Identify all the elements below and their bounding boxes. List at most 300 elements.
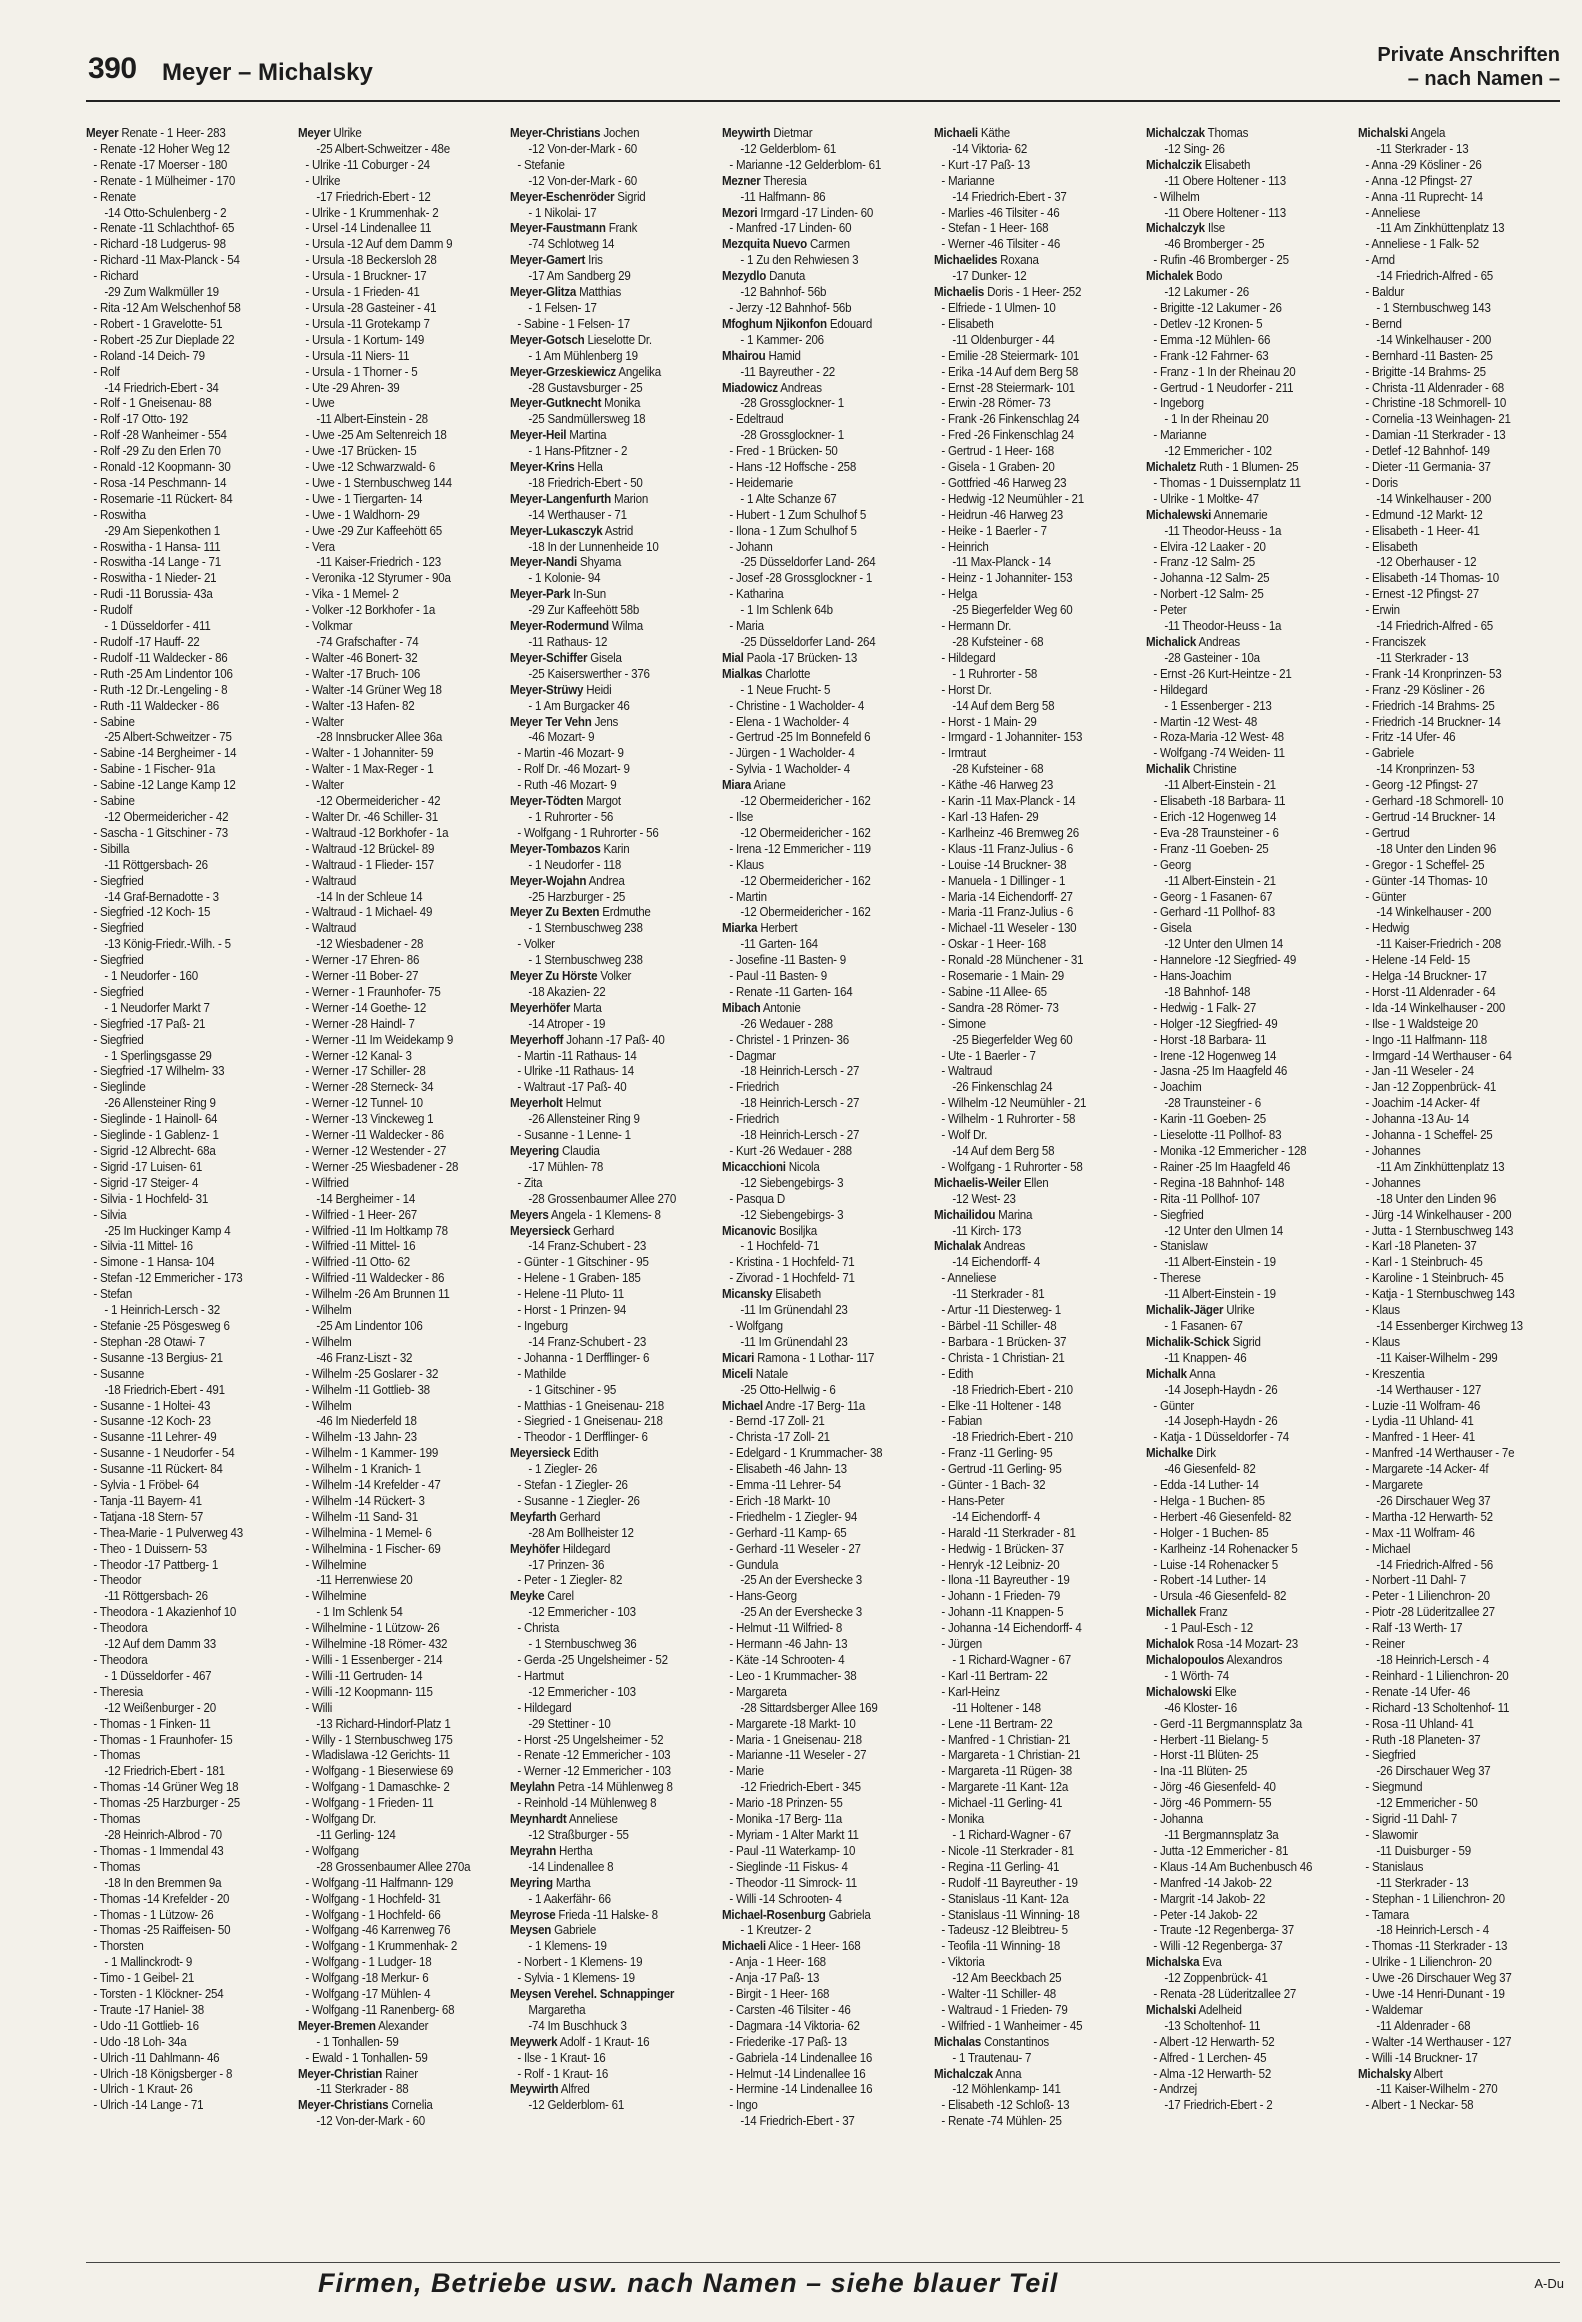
listing-entry: - Ursula - 1 Bruckner- 17 bbox=[305, 269, 427, 284]
listing-entry: - Zivorad - 1 Hochfeld- 71 bbox=[729, 1271, 855, 1286]
listing-entry: - Ronald -28 Münchener - 31 bbox=[941, 953, 1084, 968]
listing-entry: - Wilhelm -14 Krefelder - 47 bbox=[305, 1478, 441, 1493]
listing-detail: Käthe bbox=[980, 126, 1011, 140]
listing-entry: - Franz -11 Goeben- 25 bbox=[1153, 841, 1269, 856]
listing-entry: - Willy - 1 Sternbuschweg 175 bbox=[305, 1732, 453, 1747]
listing-entry: - Martin -12 West- 48 bbox=[1153, 714, 1258, 729]
listing-address-line: -28 Am Bollheister 12 bbox=[528, 1525, 634, 1540]
listing-entry: - Norbert -11 Dahl- 7 bbox=[1365, 1573, 1466, 1588]
listing-entry: - Sieglinde -11 Fiskus- 4 bbox=[729, 1859, 848, 1874]
listing-entry: - Walter - 1 Johanniter- 59 bbox=[305, 746, 434, 761]
listing-entry: - Renate -17 Moerser - 180 bbox=[93, 157, 228, 172]
listing-entry: - Marie bbox=[729, 1764, 764, 1779]
listing-address-line: -14 Auf dem Berg 58 bbox=[952, 1144, 1055, 1158]
listing-entry: - Thorsten bbox=[93, 1939, 144, 1954]
listing-address-line: -26 Wedauer - 288 bbox=[740, 1016, 833, 1031]
listing-surname-entry bbox=[1146, 126, 1332, 142]
listing-entry: - Theodor -17 Pattberg- 1 bbox=[93, 1557, 219, 1572]
listing-address-line: -11 Gerling- 124 bbox=[316, 1827, 396, 1842]
listing-address-line: -11 Im Grünendahl 23 bbox=[740, 1303, 848, 1318]
listing-entry: - Hedwig -12 Neumühler - 21 bbox=[941, 491, 1084, 506]
listing-entry: - Anja -17 Paß- 13 bbox=[729, 1971, 820, 1986]
listing-address-line: -18 Friedrich-Ebert - 491 bbox=[104, 1382, 225, 1397]
listing-detail: Heidi bbox=[586, 682, 612, 697]
surname: Meysen bbox=[510, 1923, 552, 1938]
listing-address-line: -74 Grafschafter - 74 bbox=[316, 635, 419, 649]
listing-address-line: - 1 Kreutzer- 2 bbox=[740, 1923, 812, 1938]
listing-entry: - Christa -11 Aldenrader - 68 bbox=[1365, 380, 1505, 395]
listing-entry: - Regina -11 Gerling- 41 bbox=[941, 1859, 1060, 1874]
listing-surname-entry bbox=[1146, 508, 1332, 524]
listing-entry: - Thomas - 1 Duissernplatz 11 bbox=[1153, 475, 1301, 490]
listing-detail: Jochen bbox=[603, 126, 640, 140]
listing-surname-entry bbox=[510, 2082, 696, 2098]
listing-entry: - Christine -18 Schmorell- 10 bbox=[1365, 396, 1507, 411]
listing-address-line: -28 Heinrich-Albrod - 70 bbox=[104, 1827, 222, 1842]
listing-entry: - Arnd bbox=[1365, 253, 1395, 268]
listing-surname-entry bbox=[722, 174, 908, 190]
surname: Meylahn bbox=[510, 1780, 555, 1795]
listing-detail: Eva bbox=[1202, 1955, 1222, 1970]
listing-entry: - Sabine - 1 Felsen- 17 bbox=[517, 316, 630, 331]
listing-entry: - Günter -14 Thomas- 10 bbox=[1365, 873, 1488, 888]
surname: Meyer-Faustmann bbox=[510, 221, 606, 236]
listing-entry: - Irmgard -14 Werthauser - 64 bbox=[1365, 1048, 1512, 1063]
listing-address-line: -14 Viktoria- 62 bbox=[952, 141, 1028, 156]
listing-entry: - Friedhelm - 1 Ziegler- 94 bbox=[729, 1509, 858, 1524]
listing-entry: - Wilhelmine -18 Römer- 432 bbox=[305, 1637, 448, 1652]
listing-entry: - Monika -12 Emmericher - 128 bbox=[1153, 1144, 1307, 1158]
listing-address-line: - 1 Düsseldorfer - 467 bbox=[104, 1668, 212, 1683]
listing-entry: - Volker bbox=[517, 937, 555, 952]
listing-surname-entry bbox=[510, 794, 696, 810]
listing-entry: - Stefan - 1 Ziegler- 26 bbox=[517, 1478, 628, 1493]
listing-address-line: -26 Allensteiner Ring 9 bbox=[528, 1112, 640, 1127]
listing-entry: - Rudolf -11 Bayreuther - 19 bbox=[941, 1875, 1078, 1890]
listing-detail: Frieda -11 Halske- 8 bbox=[558, 1907, 658, 1922]
surname: Michalczyk bbox=[1146, 221, 1205, 236]
surname: Meyer-Nandi bbox=[510, 555, 578, 570]
listing-entry: - Udo -18 Loh- 34a bbox=[93, 2034, 187, 2049]
listing-address-line: -12 Oberhauser - 12 bbox=[1376, 555, 1477, 570]
listing-entry: - Wolfgang bbox=[305, 1843, 359, 1858]
listing-surname-entry bbox=[510, 2035, 696, 2051]
listing-entry: - Roswitha bbox=[93, 507, 146, 522]
listing-entry: - Marianne bbox=[1153, 428, 1207, 443]
listing-address-line: -12 Obermeidericher - 162 bbox=[740, 825, 871, 840]
listing-entry: - Thomas -25 Raiffeisen- 50 bbox=[93, 1923, 231, 1938]
listing-entry: - Katja - 1 Düsseldorfer - 74 bbox=[1153, 1430, 1290, 1445]
listing-entry: - Albert - 1 Neckar- 58 bbox=[1365, 2098, 1474, 2113]
listing-entry: - Peter bbox=[1153, 603, 1187, 618]
listing-entry: - Susanne - 1 Lenne- 1 bbox=[517, 1128, 631, 1143]
listing-entry: - Rudolf -17 Hauff- 22 bbox=[93, 635, 200, 649]
listing-surname-entry bbox=[1146, 1637, 1332, 1653]
listing-entry: - Therese bbox=[1153, 1271, 1201, 1286]
listing-entry: - Gertrud bbox=[1365, 825, 1410, 840]
listing-address-line: -26 Finkenschlag 24 bbox=[952, 1080, 1053, 1095]
listing-entry: - Alfred - 1 Lerchen- 45 bbox=[1153, 2050, 1267, 2065]
listing-entry: - Wladislawa -12 Gerichts- 11 bbox=[305, 1748, 450, 1763]
listing-entry: - Herbert -11 Bielang- 5 bbox=[1153, 1732, 1269, 1747]
listing-entry: - Werner -11 Waldecker - 86 bbox=[305, 1128, 444, 1143]
listing-entry: - Volker -12 Borkhofer - 1a bbox=[305, 603, 436, 618]
listing-entry: - Thomas bbox=[93, 1812, 141, 1827]
listing-surname-entry bbox=[1358, 2067, 1544, 2083]
surname: Michalski bbox=[1146, 2002, 1197, 2017]
listing-entry: - Heidemarie bbox=[729, 475, 793, 490]
listing-surname-entry bbox=[510, 492, 696, 508]
surname: Meywirth bbox=[722, 126, 771, 140]
listing-surname-entry bbox=[86, 126, 272, 142]
listing-entry: - Werner -12 Kanal- 3 bbox=[305, 1048, 412, 1063]
listing-entry: - Richard -13 Scholtenhof- 11 bbox=[1365, 1700, 1510, 1715]
listing-detail: Marta bbox=[573, 1000, 602, 1015]
listing-entry: - Silvia -11 Mittel- 16 bbox=[93, 1239, 193, 1254]
listing-entry: - Gertrud - 1 Neudorfer - 211 bbox=[1153, 380, 1294, 395]
listing-address-line: -14 Friedrich-Ebert - 37 bbox=[952, 189, 1067, 204]
listing-entry: - Margarete -14 Acker- 4f bbox=[1365, 1462, 1489, 1477]
listing-address-line: -11 Röttgersbach- 26 bbox=[104, 1589, 208, 1604]
listing-entry: - Horst -11 Aldenrader - 64 bbox=[1365, 984, 1496, 999]
listing-entry: - Karin -11 Max-Planck - 14 bbox=[941, 794, 1076, 809]
listing-entry: - Luzie -11 Wolfram- 46 bbox=[1365, 1398, 1481, 1413]
listing-detail: Albert bbox=[1413, 2066, 1443, 2081]
surname: Meyfarth bbox=[510, 1509, 557, 1524]
listing-entry: - Elfriede - 1 Ulmen- 10 bbox=[941, 300, 1056, 315]
surname: Michael-Rosenburg bbox=[722, 1907, 826, 1922]
listing-entry: - Uwe - 1 Sternbuschweg 144 bbox=[305, 475, 452, 490]
listing-entry: - Sandra -28 Römer- 73 bbox=[941, 1000, 1059, 1015]
surname: Michalek bbox=[1146, 269, 1194, 284]
surname: Meyer-Langenfurth bbox=[510, 491, 612, 506]
listing-address-line: -12 Am Beeckbach 25 bbox=[952, 1971, 1062, 1986]
surname: Meyrose bbox=[510, 1907, 556, 1922]
listing-address-line: -12 Bahnhof- 56b bbox=[740, 285, 827, 300]
surname: Michalik-Jäger bbox=[1146, 1303, 1224, 1318]
listing-entry: - Karl -11 Bertram- 22 bbox=[941, 1668, 1048, 1683]
listing-entry: - Ursel -14 Lindenallee 11 bbox=[305, 221, 432, 236]
listing-entry: - Wilhelm -25 Goslarer - 32 bbox=[305, 1366, 439, 1381]
listing-address-line: - 1 Hans-Pfitzner - 2 bbox=[528, 444, 628, 459]
listing-entry: - Sieglinde bbox=[93, 1080, 146, 1095]
listing-entry: - Stanislaus -11 Kant- 12a bbox=[941, 1891, 1069, 1906]
listing-entry: - Werner -46 Tilsiter - 46 bbox=[941, 237, 1061, 252]
surname: Meywirth bbox=[510, 2082, 559, 2097]
listing-entry: - Anna -12 Pfingst- 27 bbox=[1365, 173, 1473, 188]
listing-entry: - Peter - 1 Lilienchron- 20 bbox=[1365, 1589, 1490, 1604]
listing-entry: - Franz -12 Salm- 25 bbox=[1153, 555, 1256, 570]
listing-detail: Paola -17 Brücken- 13 bbox=[746, 650, 858, 665]
listing-entry: - Rosemarie - 1 Main- 29 bbox=[941, 969, 1064, 984]
listing-detail: Anna bbox=[1189, 1366, 1216, 1381]
listing-entry: - Werner -25 Wiesbadener - 28 bbox=[305, 1159, 459, 1174]
listing-entry: - Vika - 1 Memel- 2 bbox=[305, 587, 399, 602]
listing-surname-entry bbox=[722, 1160, 908, 1176]
listing-detail: Edouard bbox=[829, 316, 873, 331]
surname: Meyer-Krins bbox=[510, 460, 575, 475]
listing-entry: - Werner -28 Haindl- 7 bbox=[305, 1016, 415, 1031]
listing-address-line: -12 Weißenburger - 20 bbox=[104, 1700, 216, 1715]
listing-entry: - Thea-Marie - 1 Pulverweg 43 bbox=[93, 1525, 243, 1540]
surname: Meyering bbox=[510, 1144, 560, 1158]
listing-entry: - Thomas -11 Sterkrader - 13 bbox=[1365, 1939, 1508, 1954]
listing-address-line: - 1 Sternbuschweg 36 bbox=[528, 1637, 637, 1652]
section-title: Private Anschriften bbox=[1377, 44, 1560, 66]
listing-address-line: -25 Düsseldorfer Land- 264 bbox=[740, 635, 876, 649]
listing-entry: - Jürg -14 Winkelhauser - 200 bbox=[1365, 1207, 1512, 1222]
listing-entry: - Martin -11 Rathaus- 14 bbox=[517, 1048, 637, 1063]
listing-entry: - Susanne -13 Bergius- 21 bbox=[93, 1350, 223, 1365]
listing-entry: - Horst -25 Ungelsheimer - 52 bbox=[517, 1732, 664, 1747]
listing-address-line: - 1 Neudorfer Markt 7 bbox=[104, 1000, 210, 1015]
listing-address-line: -18 Heinrich-Lersch - 27 bbox=[740, 1064, 860, 1079]
surname: Meyer-Grzeskiewicz bbox=[510, 364, 616, 379]
listing-entry: - Roswitha - 1 Nieder- 21 bbox=[93, 571, 217, 586]
listing-entry: - Manfred - 1 Christian- 21 bbox=[941, 1732, 1071, 1747]
listing-detail: Martha bbox=[555, 1875, 591, 1890]
listing-surname-entry bbox=[510, 1780, 696, 1796]
listing-entry: - Hartmut bbox=[517, 1668, 564, 1683]
listing-entry: - Baldur bbox=[1365, 285, 1405, 300]
listing-address-line: -18 Heinrich-Lersch - 27 bbox=[740, 1096, 860, 1111]
listing-entry: - Jutta -12 Emmericher - 81 bbox=[1153, 1843, 1289, 1858]
listing-entry: - Willi bbox=[305, 1700, 333, 1715]
listing-entry: - Stephan - 1 Lilienchron- 20 bbox=[1365, 1891, 1505, 1906]
listing-entry: - Ulrike -11 Rathaus- 14 bbox=[517, 1064, 634, 1079]
listing-address-line: -25 Sandmüllersweg 18 bbox=[528, 412, 646, 427]
listing-entry: - Sascha - 1 Gitschiner - 73 bbox=[93, 825, 228, 840]
listing-entry: - Manfred -17 Linden- 60 bbox=[729, 221, 852, 236]
listing-entry: - Edda -14 Luther- 14 bbox=[1153, 1478, 1259, 1493]
listing-entry: - Thomas bbox=[93, 1748, 141, 1763]
listing-address-line: -11 Duisburger - 59 bbox=[1376, 1843, 1472, 1858]
listing-entry: - Anja - 1 Heer- 168 bbox=[729, 1955, 826, 1970]
listing-surname-entry bbox=[510, 874, 696, 890]
listing-entry: - Christine - 1 Wacholder- 4 bbox=[729, 698, 865, 713]
listing-address-line: -12 Gelderblom- 61 bbox=[528, 2098, 625, 2113]
listing-detail: Gabriele bbox=[554, 1923, 597, 1938]
listing-entry: - Martha -12 Herwarth- 52 bbox=[1365, 1509, 1493, 1524]
listing-detail: Sigrid bbox=[617, 189, 646, 204]
listing-entry: - Rudi -11 Borussia- 43a bbox=[93, 587, 213, 602]
listing-surname-entry bbox=[510, 1876, 696, 1892]
surname: Michalczak bbox=[934, 2066, 993, 2081]
listing-address-line: -14 Joseph-Haydn - 26 bbox=[1164, 1414, 1278, 1429]
surname: Mezydlo bbox=[722, 269, 767, 284]
surname: Michalak bbox=[934, 1239, 982, 1254]
listing-entry: - Johanna -14 Eichendorff- 4 bbox=[941, 1621, 1082, 1636]
listing-entry: - Christa bbox=[517, 1621, 560, 1636]
listing-entry: - Monika -17 Berg- 11a bbox=[729, 1812, 842, 1827]
listing-entry: - Torsten - 1 Klöckner- 254 bbox=[93, 1987, 224, 2002]
listing-entry: - Elisabeth bbox=[1365, 539, 1418, 554]
listing-entry: - Alma -12 Herwarth- 52 bbox=[1153, 2066, 1272, 2081]
listing-surname-entry bbox=[510, 365, 696, 381]
listing-detail: Annemarie bbox=[1213, 507, 1268, 522]
listing-entry: - Simone - 1 Hansa- 104 bbox=[93, 1255, 215, 1270]
listing-entry: - Walter -14 Werthauser - 127 bbox=[1365, 2034, 1512, 2049]
listing-entry: - Ruth -12 Dr.-Lengeling - 8 bbox=[93, 682, 228, 697]
listing-entry: - Werner -11 Im Weidekamp 9 bbox=[305, 1032, 454, 1047]
listing-entry: - Margareta -11 Rügen- 38 bbox=[941, 1764, 1072, 1779]
listing-entry: - Bernd -17 Zoll- 21 bbox=[729, 1414, 825, 1429]
listing-entry: - Lydia -11 Uhland- 41 bbox=[1365, 1414, 1474, 1429]
listing-entry: - Horst Dr. bbox=[941, 682, 992, 697]
listing-address-line: -46 Mozart- 9 bbox=[528, 730, 595, 745]
listing-entry: - Helene -14 Feld- 15 bbox=[1365, 953, 1471, 968]
listing-entry: - Siegfried -17 Paß- 21 bbox=[93, 1016, 206, 1031]
listing-entry: - Sabine - 1 Fischer- 91a bbox=[93, 762, 216, 777]
listing-address-line: -12 Siebengebirgs- 3 bbox=[740, 1175, 844, 1190]
listing-surname-entry bbox=[510, 1510, 696, 1526]
listing-entry: - Günter bbox=[1153, 1398, 1195, 1413]
surname: Meyer Ter Vehn bbox=[510, 714, 592, 729]
listing-entry: - Rosa -14 Peschmann- 14 bbox=[93, 475, 227, 490]
listing-entry: - Wilfried - 1 Heer- 267 bbox=[305, 1207, 418, 1222]
listing-detail: Adolf - 1 Kraut- 16 bbox=[559, 2034, 650, 2049]
listing-address-line: -26 Dirschauer Weg 37 bbox=[1376, 1493, 1491, 1508]
listing-entry: - Erwin bbox=[1365, 603, 1400, 618]
listing-entry: - Uwe -25 Am Seltenreich 18 bbox=[305, 428, 447, 443]
listing-entry: - Elke -11 Holtener - 148 bbox=[941, 1398, 1061, 1413]
listing-entry: - Timo - 1 Geibel- 21 bbox=[93, 1971, 195, 1986]
listing-address-line: -13 Richard-Hindorf-Platz 1 bbox=[316, 1716, 451, 1731]
surname: Meyer bbox=[86, 126, 119, 140]
surname: Meyer-Tödten bbox=[510, 794, 584, 809]
listing-address-line: -14 Graf-Bernadotte - 3 bbox=[104, 889, 219, 904]
listing-detail: Angela bbox=[1410, 126, 1446, 140]
listing-entry: - Wilhelm bbox=[305, 1398, 352, 1413]
listing-entry: - Ursula - 1 Frieden- 41 bbox=[305, 285, 420, 300]
surname: Meyer-Gutknecht bbox=[510, 396, 602, 411]
listing-entry: - Sabine -11 Allee- 65 bbox=[941, 984, 1047, 999]
listing-entry: - Thomas -14 Krefelder - 20 bbox=[93, 1891, 230, 1906]
listing-entry: - Frank -12 Fahrner- 63 bbox=[1153, 348, 1269, 363]
surname: Meyring bbox=[510, 1875, 553, 1890]
listing-detail: Andrea bbox=[588, 873, 625, 888]
listing-detail: Alfred bbox=[560, 2082, 590, 2097]
listing-surname-entry bbox=[510, 1542, 696, 1558]
listing-entry: - Manuela - 1 Dillinger - 1 bbox=[941, 873, 1066, 888]
surname: Michaletz bbox=[1146, 460, 1197, 475]
listing-surname-entry bbox=[510, 126, 696, 142]
listing-detail: Gerhard bbox=[573, 1223, 615, 1238]
listing-entry: - Hans-Joachim bbox=[1153, 969, 1232, 984]
listing-detail: Astrid bbox=[604, 523, 634, 538]
listing-surname-entry bbox=[510, 428, 696, 444]
listing-surname-entry bbox=[722, 1224, 908, 1240]
listing-entry: - Detlev -12 Kronen- 5 bbox=[1153, 316, 1263, 331]
surname: Meyer-Bremen bbox=[298, 2018, 376, 2033]
listing-entry: - Fritz -14 Ufer- 46 bbox=[1365, 730, 1456, 745]
listing-entry: - Dieter -11 Germania- 37 bbox=[1365, 460, 1491, 475]
listing-address-line: -28 Grossglockner- 1 bbox=[740, 428, 844, 443]
listing-address-line: -11 Max-Planck - 14 bbox=[952, 555, 1051, 570]
surname: Meyer-Glitza bbox=[510, 285, 577, 300]
listing-address-line: -25 Albert-Schweitzer - 75 bbox=[104, 730, 232, 745]
listing-surname-entry bbox=[722, 1367, 908, 1383]
listing-address-line: - 1 Alte Schanze 67 bbox=[740, 491, 837, 506]
listing-entry: - Wilhelmina - 1 Fischer- 69 bbox=[305, 1541, 441, 1556]
listing-detail: Monika bbox=[604, 396, 641, 411]
listing-entry: - Thomas - 1 Immendal 43 bbox=[93, 1843, 224, 1858]
surname: Mial bbox=[722, 650, 744, 665]
listing-entry: - Frank -14 Kronprinzen- 53 bbox=[1365, 666, 1502, 681]
listing-surname-entry bbox=[510, 253, 696, 269]
listing-entry: - Käte -14 Schrooten- 4 bbox=[729, 1653, 845, 1667]
listing-entry: - Uwe -17 Brücken- 15 bbox=[305, 444, 417, 459]
surname: Michaeli bbox=[934, 126, 978, 140]
listing-address-line: - 1 Zu den Rehwiesen 3 bbox=[740, 253, 859, 268]
listing-entry: - Kurt -26 Wedauer - 288 bbox=[729, 1144, 852, 1158]
listing-entry: - Ulrike bbox=[305, 173, 341, 188]
listing-entry: - Ursula -12 Auf dem Damm 9 bbox=[305, 237, 453, 252]
listing-entry: - Willi -14 Bruckner- 17 bbox=[1365, 2050, 1478, 2065]
listing-entry: - Wolfgang Dr. bbox=[305, 1812, 376, 1827]
listing-entry: - Carsten -46 Tilsiter - 46 bbox=[729, 2002, 851, 2017]
surname: Meyerhoff bbox=[510, 1032, 564, 1047]
listing-entry: - Martin -46 Mozart- 9 bbox=[517, 746, 624, 761]
listing-surname-entry bbox=[510, 524, 696, 540]
listing-entry: - Friedrich bbox=[729, 1080, 779, 1095]
listing-entry: - Wilhelm -14 Rückert- 3 bbox=[305, 1493, 425, 1508]
surname: Meyer bbox=[298, 126, 331, 140]
listing-entry: - Walter -46 Bonert- 32 bbox=[305, 650, 418, 665]
listing-address-line: -28 Grossenbaumer Allee 270a bbox=[316, 1859, 471, 1874]
listing-detail: Constantinos bbox=[984, 2034, 1049, 2049]
listing-entry: - Wolfgang - 1 Hochfeld- 31 bbox=[305, 1891, 441, 1906]
listing-entry: - Waldemar bbox=[1365, 2002, 1423, 2017]
listing-entry: - Edelgard - 1 Krummacher- 38 bbox=[729, 1446, 883, 1461]
listing-address-line: -12 Von-der-Mark - 60 bbox=[316, 2114, 425, 2129]
listing-address-line: -18 Heinrich-Lersch - 4 bbox=[1376, 1923, 1489, 1938]
listing-entry: - Elisabeth -46 Jahn- 13 bbox=[729, 1462, 847, 1477]
listing-surname-entry bbox=[510, 1144, 696, 1160]
listing-detail: Irmgard -17 Linden- 60 bbox=[760, 205, 874, 220]
listing-address-line: - 1 Neudorfer - 160 bbox=[104, 969, 198, 984]
surname: Mialkas bbox=[722, 666, 763, 681]
listing-address-line: -12 Gelderblom- 61 bbox=[740, 141, 837, 156]
listing-entry: - Stephan -28 Otawi- 7 bbox=[93, 1334, 205, 1349]
listing-address-line: -18 In den Bremmen 9a bbox=[104, 1875, 222, 1890]
page-number: 390 bbox=[88, 52, 137, 85]
listing-entry: - Lene -11 Bertram- 22 bbox=[941, 1716, 1053, 1731]
listing-entry: - Dagmar bbox=[729, 1048, 776, 1063]
listing-address-line: -28 Traunsteiner - 6 bbox=[1164, 1096, 1261, 1111]
listing-address-line: -14 Winkelhauser - 200 bbox=[1376, 491, 1492, 506]
listing-address-line: - 1 Felsen- 17 bbox=[528, 300, 597, 315]
listing-entry: - Zita bbox=[517, 1175, 543, 1190]
listing-entry: - Werner -17 Ehren- 86 bbox=[305, 953, 420, 968]
listing-entry: - Johanna - 1 Derfflinger- 6 bbox=[517, 1350, 650, 1365]
listing-entry: - Stanislaw bbox=[1153, 1239, 1208, 1254]
listing-entry: - Wolfgang - 1 Krummenhak- 2 bbox=[305, 1939, 458, 1954]
listing-address-line: -11 Oldenburger - 44 bbox=[952, 332, 1055, 347]
listing-entry: - Sigrid -12 Albrecht- 68a bbox=[93, 1144, 216, 1158]
listing-address-line: -18 Heinrich-Lersch - 27 bbox=[740, 1128, 860, 1143]
surname: Miceli bbox=[722, 1366, 753, 1381]
listing-detail: Alexandros bbox=[1226, 1653, 1283, 1667]
listing-entry: - Susanne bbox=[93, 1366, 145, 1381]
listing-entry: - Johannes bbox=[1365, 1144, 1421, 1158]
surname: Meyerhöfer bbox=[510, 1000, 571, 1015]
listing-entry: - Renate -14 Ufer- 46 bbox=[1365, 1684, 1471, 1699]
listing-address-line: - 1 Trautenau- 7 bbox=[952, 2050, 1032, 2065]
listing-entry: - Wolfgang -17 Mühlen- 4 bbox=[305, 1987, 431, 2002]
listing-address-line: -11 Halfmann- 86 bbox=[740, 189, 826, 204]
listing-entry: - Irene -12 Hogenweg 14 bbox=[1153, 1048, 1277, 1063]
